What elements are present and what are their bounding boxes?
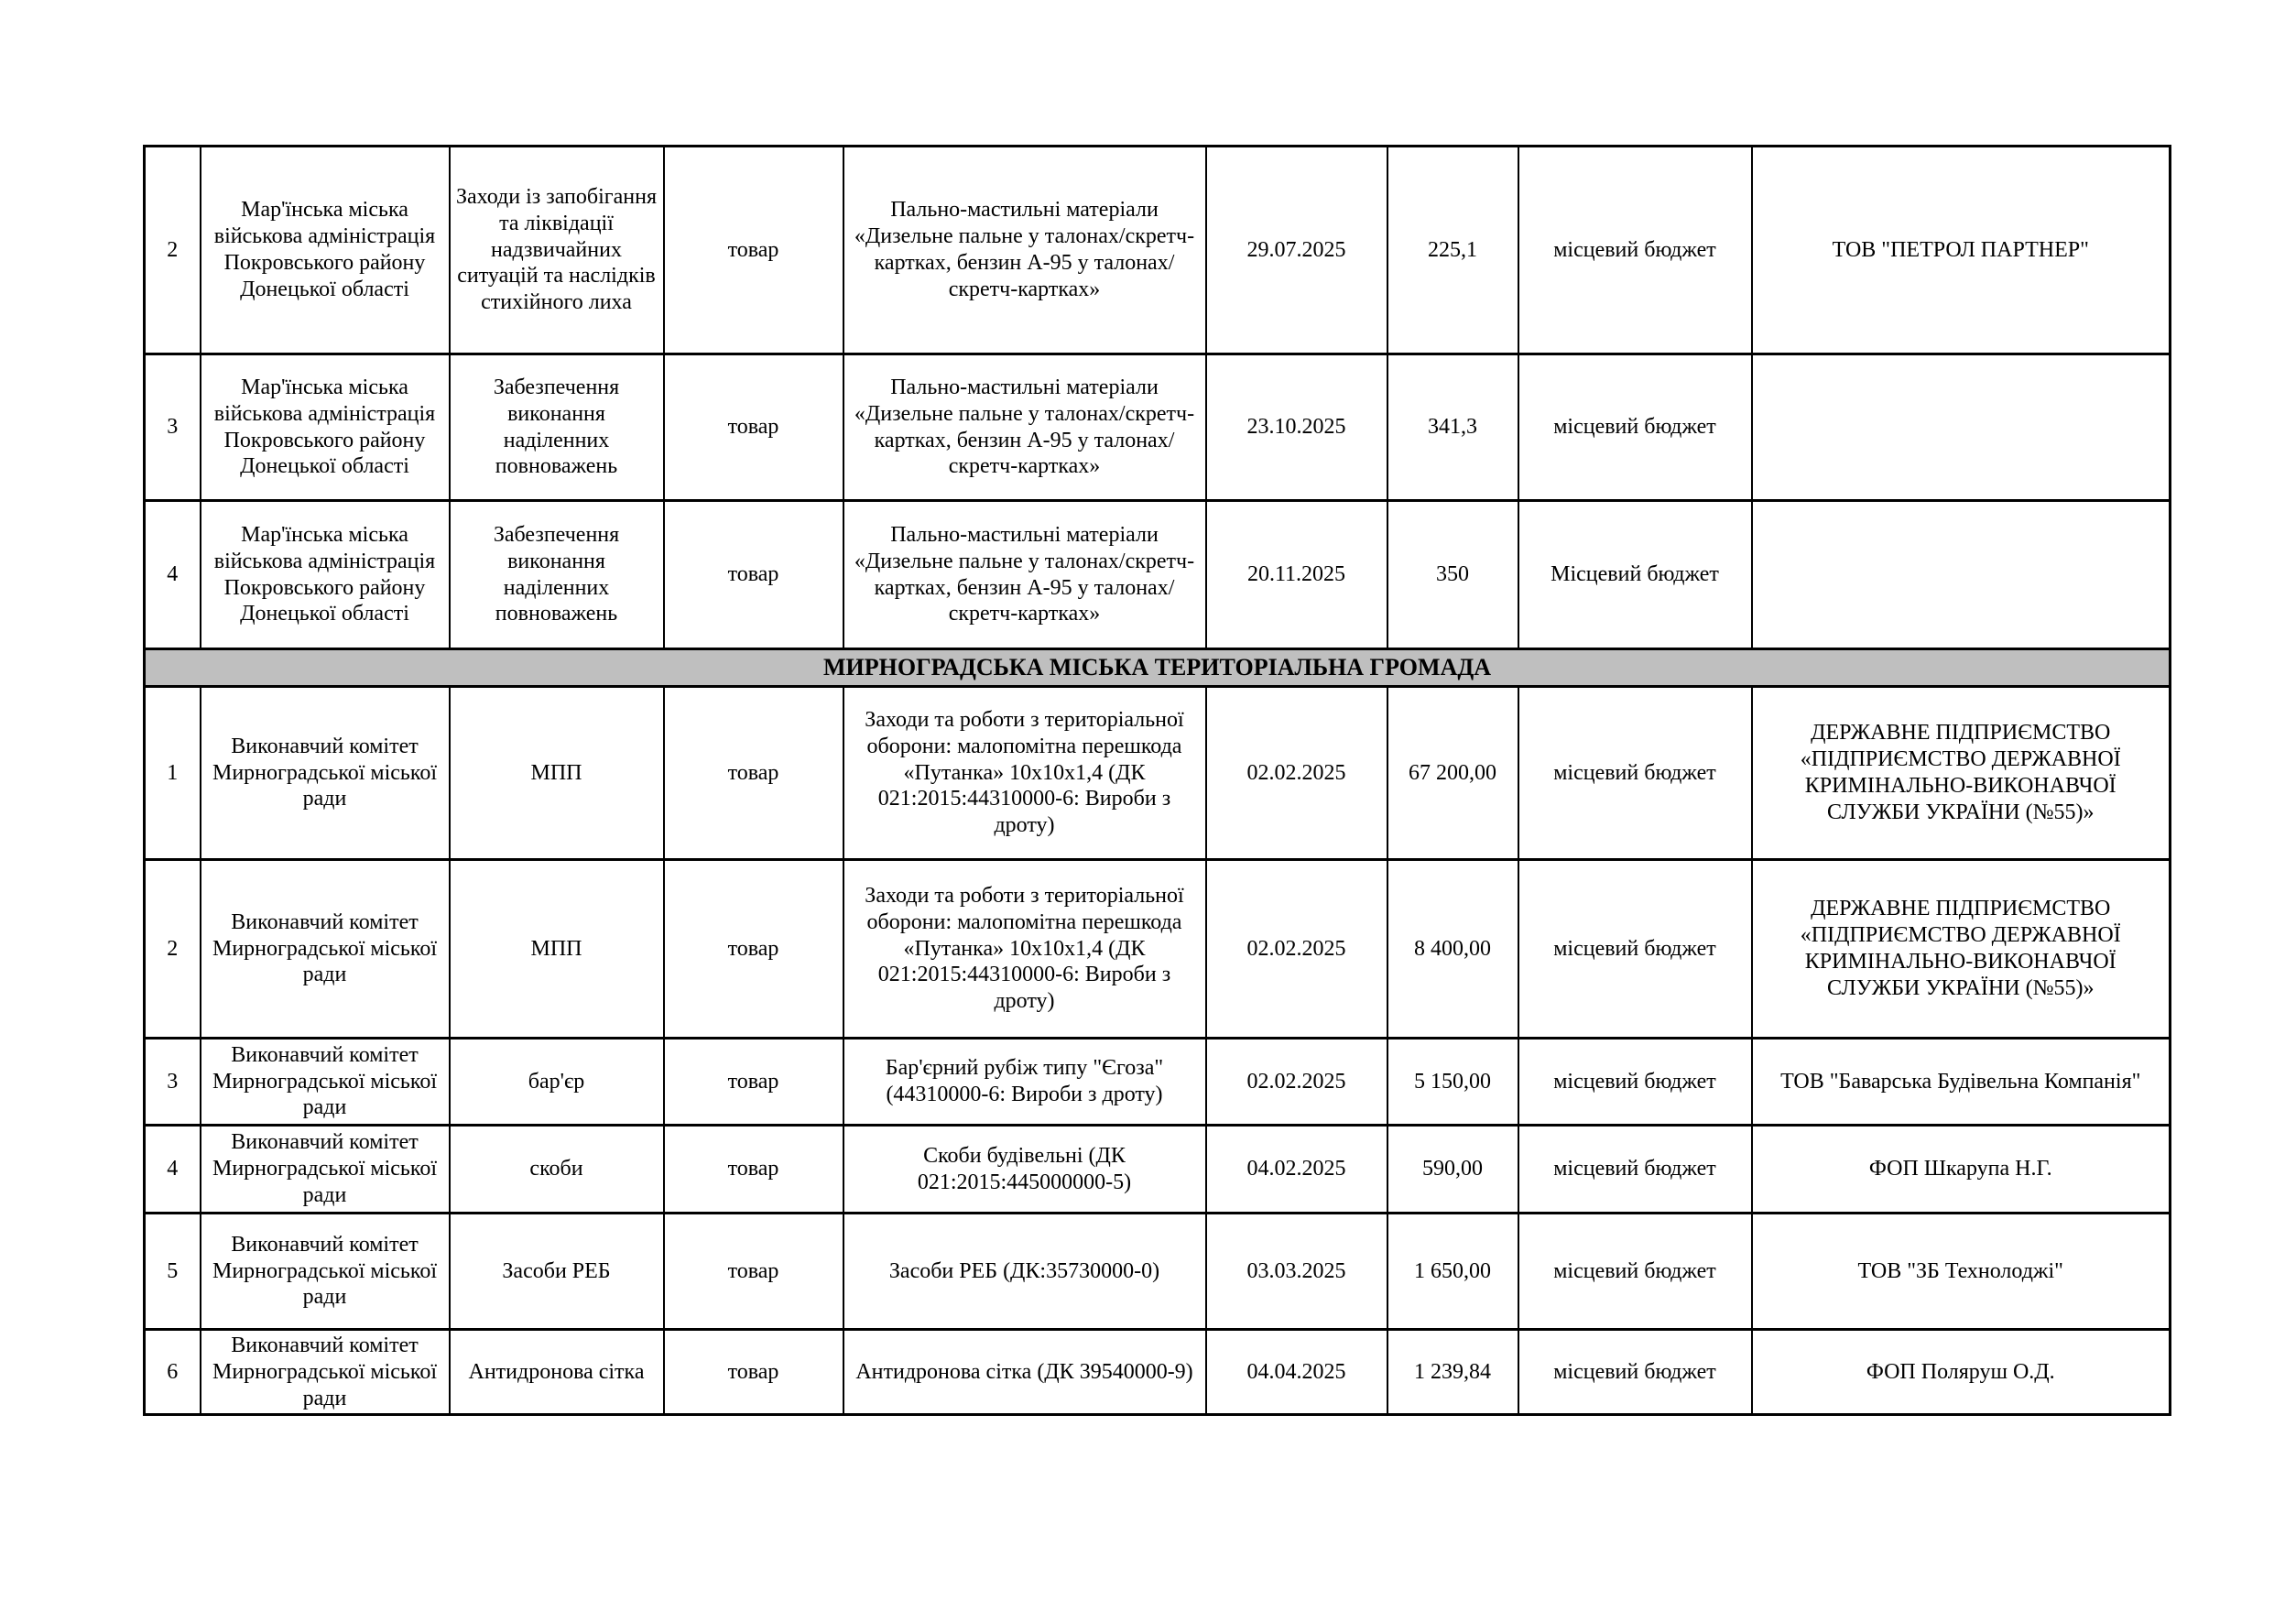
cell-organization: Мар'їнська міська військова адміністрація Покровського району Донецької області	[201, 354, 450, 501]
cell-supplier: ДЕРЖАВНЕ ПІДПРИЄМСТВО «ПІДПРИЄМСТВО ДЕРЖАВНОЇ КРИМІНАЛЬНО-ВИКОНАВЧОЇ СЛУЖБИ УКРАЇНИ (№55)»	[1752, 687, 2171, 860]
cell-purpose: Антидронова сітка	[450, 1330, 664, 1415]
section-banner-row	[145, 649, 2171, 687]
cell-type: товар	[664, 1214, 843, 1330]
cell-date: 23.10.2025	[1206, 354, 1387, 501]
cell-date: 29.07.2025	[1206, 147, 1387, 354]
cell-budget-source: Місцевий бюджет	[1518, 501, 1752, 649]
cell-supplier	[1752, 354, 2171, 501]
cell-row-number: 4	[145, 501, 201, 649]
cell-date: 02.02.2025	[1206, 687, 1387, 860]
cell-amount: 1 239,84	[1387, 1330, 1518, 1415]
cell-organization: Мар'їнська міська військова адміністрація Покровського району Донецької області	[201, 501, 450, 649]
cell-budget-source: місцевий бюджет	[1518, 354, 1752, 501]
cell-item-description: Скоби будівельні (ДК 021:2015:445000000-5)	[843, 1126, 1206, 1214]
cell-item-description: Заходи та роботи з територіальної оборони: малопомітна перешкода «Путанка» 10х10х1,4 (ДК 021:2015:44310000-6: Вироби з дроту)	[843, 687, 1206, 860]
cell-budget-source: місцевий бюджет	[1518, 1214, 1752, 1330]
cell-type: товар	[664, 354, 843, 501]
cell-purpose: Забезпечення виконання наділенних повноважень	[450, 501, 664, 649]
cell-amount: 341,3	[1387, 354, 1518, 501]
cell-budget-source: місцевий бюджет	[1518, 687, 1752, 860]
cell-amount: 8 400,00	[1387, 860, 1518, 1039]
cell-organization: Виконавчий комітет Мирноградської міської ради	[201, 1126, 450, 1214]
cell-supplier: ТОВ "ЗБ Технолоджі"	[1752, 1214, 2171, 1330]
cell-supplier: ТОВ "ПЕТРОЛ ПАРТНЕР"	[1752, 147, 2171, 354]
cell-supplier: ФОП Шкарупа Н.Г.	[1752, 1126, 2171, 1214]
cell-amount: 225,1	[1387, 147, 1518, 354]
cell-supplier: ДЕРЖАВНЕ ПІДПРИЄМСТВО «ПІДПРИЄМСТВО ДЕРЖАВНОЇ КРИМІНАЛЬНО-ВИКОНАВЧОЇ СЛУЖБИ УКРАЇНИ (№55)»	[1752, 860, 2171, 1039]
cell-item-description: Засоби РЕБ (ДК:35730000-0)	[843, 1214, 1206, 1330]
table-row	[145, 147, 2171, 354]
cell-purpose: Засоби РЕБ	[450, 1214, 664, 1330]
cell-amount: 350	[1387, 501, 1518, 649]
cell-amount: 67 200,00	[1387, 687, 1518, 860]
section-banner: МИРНОГРАДСЬКА МІСЬКА ТЕРИТОРІАЛЬНА ГРОМАДА	[145, 649, 2171, 687]
cell-date: 02.02.2025	[1206, 860, 1387, 1039]
cell-item-description: Антидронова сітка (ДК 39540000-9)	[843, 1330, 1206, 1415]
cell-organization: Виконавчий комітет Мирноградської міської ради	[201, 1039, 450, 1126]
cell-item-description: Бар'єрний рубіж типу "Єгоза" (44310000-6: Вироби з дроту)	[843, 1039, 1206, 1126]
cell-type: товар	[664, 1126, 843, 1214]
cell-type: товар	[664, 1330, 843, 1415]
cell-item-description: Пально-мастильні матеріали «Дизельне пальне у талонах/скретч-картках, бензин А-95 у талонах/скретч-картках»	[843, 501, 1206, 649]
cell-amount: 1 650,00	[1387, 1214, 1518, 1330]
cell-item-description: Пально-мастильні матеріали «Дизельне пальне у талонах/скретч-картках, бензин А-95 у талонах/скретч-картках»	[843, 354, 1206, 501]
cell-type: товар	[664, 501, 843, 649]
table-row	[145, 1039, 2171, 1126]
cell-purpose: Забезпечення виконання наділенних повноважень	[450, 354, 664, 501]
cell-amount: 590,00	[1387, 1126, 1518, 1214]
cell-purpose: МПП	[450, 860, 664, 1039]
cell-purpose: скоби	[450, 1126, 664, 1214]
cell-type: товар	[664, 860, 843, 1039]
cell-row-number: 4	[145, 1126, 201, 1214]
cell-purpose: Заходи із запобігання та ліквідації надзвичайних ситуацій та наслідків стихійного лиха	[450, 147, 664, 354]
cell-date: 02.02.2025	[1206, 1039, 1387, 1126]
cell-item-description: Пально-мастильні матеріали «Дизельне пальне у талонах/скретч-картках, бензин А-95 у талонах/скретч-картках»	[843, 147, 1206, 354]
cell-date: 04.02.2025	[1206, 1126, 1387, 1214]
cell-supplier	[1752, 501, 2171, 649]
cell-item-description: Заходи та роботи з територіальної оборони: малопомітна перешкода «Путанка» 10х10х1,4 (ДК 021:2015:44310000-6: Вироби з дроту)	[843, 860, 1206, 1039]
cell-organization: Виконавчий комітет Мирноградської міської ради	[201, 687, 450, 860]
table-row	[145, 1330, 2171, 1415]
cell-date: 20.11.2025	[1206, 501, 1387, 649]
cell-amount: 5 150,00	[1387, 1039, 1518, 1126]
cell-organization: Виконавчий комітет Мирноградської міської ради	[201, 860, 450, 1039]
cell-row-number: 2	[145, 147, 201, 354]
cell-budget-source: місцевий бюджет	[1518, 1039, 1752, 1126]
cell-row-number: 2	[145, 860, 201, 1039]
cell-budget-source: місцевий бюджет	[1518, 1330, 1752, 1415]
cell-budget-source: місцевий бюджет	[1518, 1126, 1752, 1214]
cell-row-number: 1	[145, 687, 201, 860]
cell-row-number: 6	[145, 1330, 201, 1415]
cell-purpose: бар'єр	[450, 1039, 664, 1126]
cell-budget-source: місцевий бюджет	[1518, 147, 1752, 354]
cell-row-number: 5	[145, 1214, 201, 1330]
cell-date: 04.04.2025	[1206, 1330, 1387, 1415]
cell-supplier: ФОП Поляруш О.Д.	[1752, 1330, 2171, 1415]
cell-supplier: ТОВ "Баварська Будівельна Компанія"	[1752, 1039, 2171, 1126]
cell-organization: Мар'їнська міська військова адміністрація Покровського району Донецької області	[201, 147, 450, 354]
cell-purpose: МПП	[450, 687, 664, 860]
table-row	[145, 687, 2171, 860]
cell-organization: Виконавчий комітет Мирноградської міської ради	[201, 1330, 450, 1415]
cell-budget-source: місцевий бюджет	[1518, 860, 1752, 1039]
cell-row-number: 3	[145, 354, 201, 501]
table-row	[145, 860, 2171, 1039]
cell-type: товар	[664, 687, 843, 860]
cell-row-number: 3	[145, 1039, 201, 1126]
table-row	[145, 1126, 2171, 1214]
table-body	[145, 147, 2171, 1415]
table-row	[145, 1214, 2171, 1330]
cell-date: 03.03.2025	[1206, 1214, 1387, 1330]
table-row	[145, 354, 2171, 501]
procurement-table	[143, 145, 2171, 1416]
cell-type: товар	[664, 1039, 843, 1126]
cell-organization: Виконавчий комітет Мирноградської міської ради	[201, 1214, 450, 1330]
cell-type: товар	[664, 147, 843, 354]
table-row	[145, 501, 2171, 649]
